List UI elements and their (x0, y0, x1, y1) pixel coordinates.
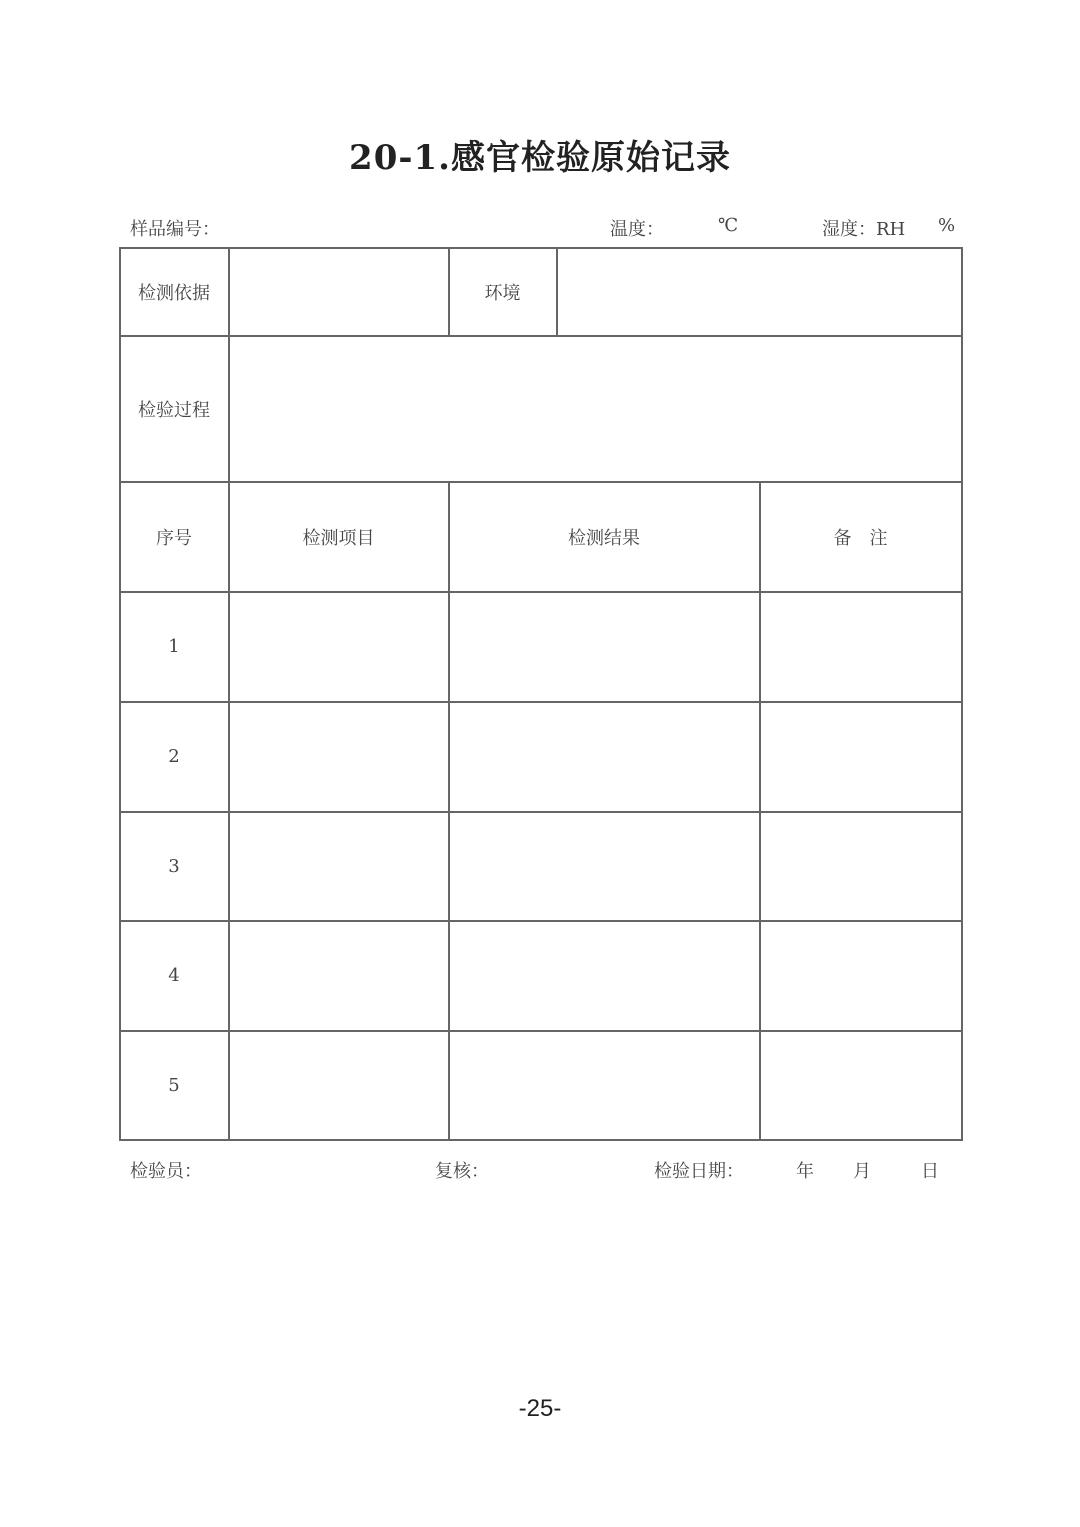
header-remark: 备 注 (833, 527, 888, 549)
page-title: 20-1.感官检验原始记录 (349, 138, 731, 178)
date-month: 月 (853, 1161, 871, 1182)
environment-value[interactable] (557, 248, 961, 335)
row-number: 2 (168, 746, 180, 767)
header-seq: 序号 (156, 527, 192, 549)
sample-no-label: 样品编号： (130, 219, 220, 240)
page-number: -25- (518, 1395, 562, 1422)
process-label: 检验过程 (138, 399, 210, 421)
temperature-label: 温度： (610, 219, 664, 240)
inspector-label: 检验员： (130, 1161, 202, 1182)
row-number: 4 (168, 965, 180, 986)
environment-label: 环境 (484, 282, 521, 304)
temperature-unit: ℃ (718, 215, 739, 236)
process-value[interactable] (229, 336, 961, 481)
date-label: 检验日期： (654, 1161, 744, 1182)
basis-label: 检测依据 (138, 282, 210, 304)
basis-value[interactable] (229, 248, 448, 335)
row-number: 3 (168, 855, 180, 877)
date-day: 日 (921, 1161, 939, 1182)
humidity-label: 湿度：RH (822, 219, 906, 240)
row-number: 1 (168, 636, 180, 657)
review-label: 复核： (435, 1161, 489, 1182)
header-result: 检测结果 (568, 527, 640, 549)
humidity-unit: % (938, 215, 956, 236)
row-number: 5 (168, 1074, 180, 1096)
date-year: 年 (796, 1161, 814, 1182)
header-item: 检测项目 (302, 527, 375, 549)
